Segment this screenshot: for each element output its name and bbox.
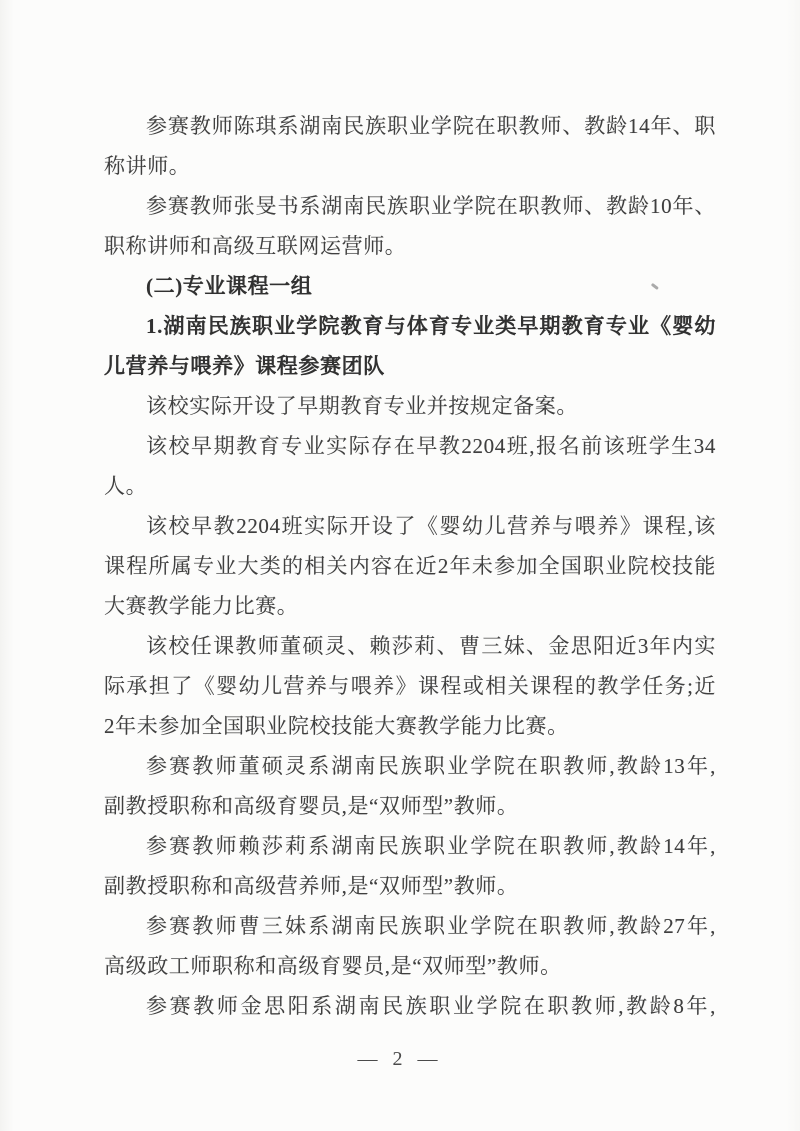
text-line: 课程所属专业大类的相关内容在近2年未参加全国职业院校技能 [104,554,716,578]
text-line: 参赛教师金思阳系湖南民族职业学院在职教师,教龄8年, [146,994,716,1018]
text-line: 参赛教师赖莎莉系湖南民族职业学院在职教师,教龄14年, [146,834,716,858]
text-line: 该校早教2204班实际开设了《婴幼儿营养与喂养》课程,该 [146,514,716,538]
text-line: 副教授职称和高级营养师,是“双师型”教师。 [104,874,519,898]
text-line: 该校早期教育专业实际存在早教2204班,报名前该班学生34 [146,434,716,458]
text-line: 大赛教学能力比赛。 [104,594,299,618]
document-body [104,106,716,1026]
heading-line: 1.湖南民族职业学院教育与体育专业类早期教育专业《婴幼 [146,314,716,338]
text-line: 职称讲师和高级互联网运营师。 [104,234,407,258]
text-line: 称讲师。 [104,154,191,178]
text-line: 人。 [104,474,148,498]
text-line: 该校实际开设了早期教育专业并按规定备案。 [146,394,578,418]
text-line: 参赛教师陈琪系湖南民族职业学院在职教师、教龄14年、职 [146,114,716,138]
text-line: 2年未参加全国职业院校技能大赛教学能力比赛。 [104,714,569,738]
heading-line: (二)专业课程一组 [146,274,313,298]
text-line: 际承担了《婴幼儿营养与喂养》课程或相关课程的教学任务;近 [104,674,716,698]
text-line: 该校任课教师董硕灵、赖莎莉、曹三妹、金思阳近3年内实 [146,634,716,658]
text-line: 参赛教师曹三妹系湖南民族职业学院在职教师,教龄27年, [146,914,716,938]
page-number: — 2 — [357,1048,443,1070]
text-line: 参赛教师张旻书系湖南民族职业学院在职教师、教龄10年、 [146,194,716,218]
text-line: 副教授职称和高级育婴员,是“双师型”教师。 [104,794,519,818]
heading-line: 儿营养与喂养》课程参赛团队 [104,354,385,378]
text-line: 参赛教师董硕灵系湖南民族职业学院在职教师,教龄13年, [146,754,716,778]
text-line: 高级政工师职称和高级育婴员,是“双师型”教师。 [104,954,562,978]
